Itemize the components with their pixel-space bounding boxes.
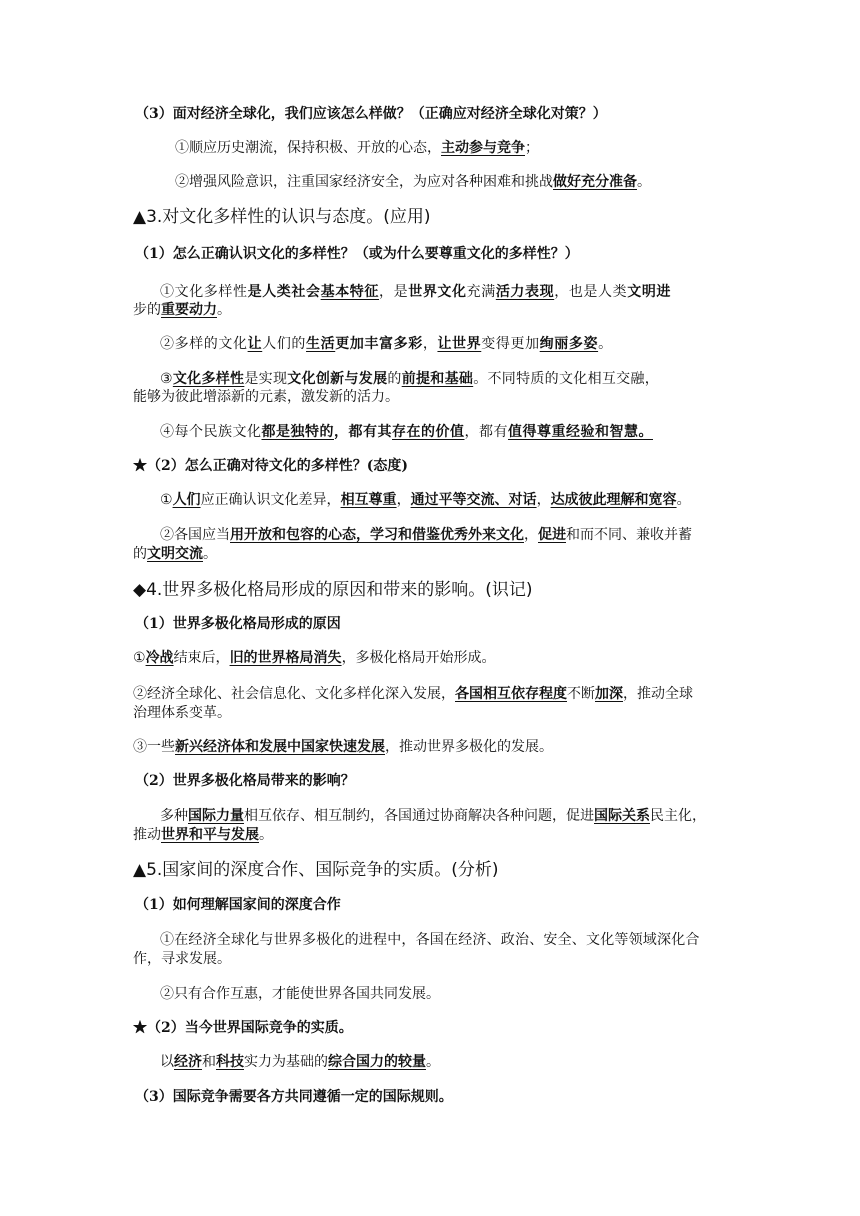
- section-title-3: ▲3.对文化多样性的认识与态度。(应用): [133, 207, 431, 227]
- subheading: （3）国际竞争需要各方共同遵循一定的国际规则。: [135, 1089, 453, 1105]
- paragraph-cont: 作，寻求发展。: [133, 951, 231, 967]
- paragraph: ②只有合作互惠，才能使世界各国共同发展。: [160, 986, 440, 1002]
- paragraph-cont: 步的重要动力。: [133, 302, 231, 318]
- paragraph: ①在经济全球化与世界多极化的进程中，各国在经济、政治、安全、文化等领域深化合: [160, 932, 700, 948]
- paragraph: ④每个民族文化都是独特的，都有其存在的价值，都有值得尊重经验和智慧。: [160, 424, 653, 440]
- paragraph-cont: 推动世界和平与发展。: [133, 827, 273, 843]
- subheading: （1）怎么正确认识文化的多样性？（或为什么要尊重文化的多样性？）: [135, 246, 579, 262]
- paragraph-cont: 治理体系变革。: [133, 705, 231, 721]
- paragraph: 以经济和科技实力为基础的综合国力的较量。: [160, 1054, 440, 1070]
- paragraph: ③文化多样性是实现文化创新与发展的前提和基础。不同特质的文化相互交融，: [160, 371, 660, 387]
- subheading-s3: （3）面对经济全球化，我们应该怎么样做？（正确应对经济全球化对策？）: [135, 106, 607, 122]
- paragraph-cont: 的文明交流。: [133, 546, 217, 562]
- paragraph-cont: 能够为彼此增添新的元素，激发新的活力。: [133, 389, 399, 405]
- subheading: （1）如何理解国家间的深度合作: [135, 897, 341, 913]
- paragraph: 多种国际力量相互依存、相互制约，各国通过协商解决各种问题，促进国际关系民主化，: [160, 808, 706, 824]
- paragraph: ②各国应当用开放和包容的心态，学习和借鉴优秀外来文化，促进和而不同、兼收并蓄: [160, 527, 692, 543]
- paragraph: ①顺应历史潮流，保持积极、开放的心态，主动参与竞争；: [175, 140, 539, 156]
- subheading: ★（2）当今世界国际竞争的实质。: [133, 1020, 353, 1036]
- paragraph: ②增强风险意识，注重国家经济安全，为应对各种困难和挑战做好充分准备。: [175, 174, 651, 190]
- subheading: ★（2）怎么正确对待文化的多样性？(态度): [133, 458, 408, 474]
- paragraph: ①文化多样性是人类社会基本特征，是世界文化充满活力表现，也是人类文明进: [160, 284, 672, 300]
- paragraph: ①冷战结束后，旧的世界格局消失，多极化格局开始形成。: [133, 650, 496, 666]
- subheading: （1）世界多极化格局形成的原因: [135, 616, 341, 632]
- section-title-4: ◆4.世界多极化格局形成的原因和带来的影响。(识记): [133, 580, 533, 600]
- section-title-5: ▲5.国家间的深度合作、国际竞争的实质。(分析): [133, 860, 499, 880]
- paragraph: ②多样的文化让人们的生活更加丰富多彩，让世界变得更加绚丽多姿。: [160, 336, 613, 352]
- subheading: （2）世界多极化格局带来的影响？: [135, 773, 355, 789]
- paragraph: ②经济全球化、社会信息化、文化多样化深入发展，各国相互依存程度不断加深，推动全球: [133, 686, 693, 702]
- paragraph: ③一些新兴经济体和发展中国家快速发展，推动世界多极化的发展。: [133, 739, 553, 755]
- paragraph: ①人们应正确认识文化差异，相互尊重，通过平等交流、对话，达成彼此理解和宽容。: [160, 492, 691, 508]
